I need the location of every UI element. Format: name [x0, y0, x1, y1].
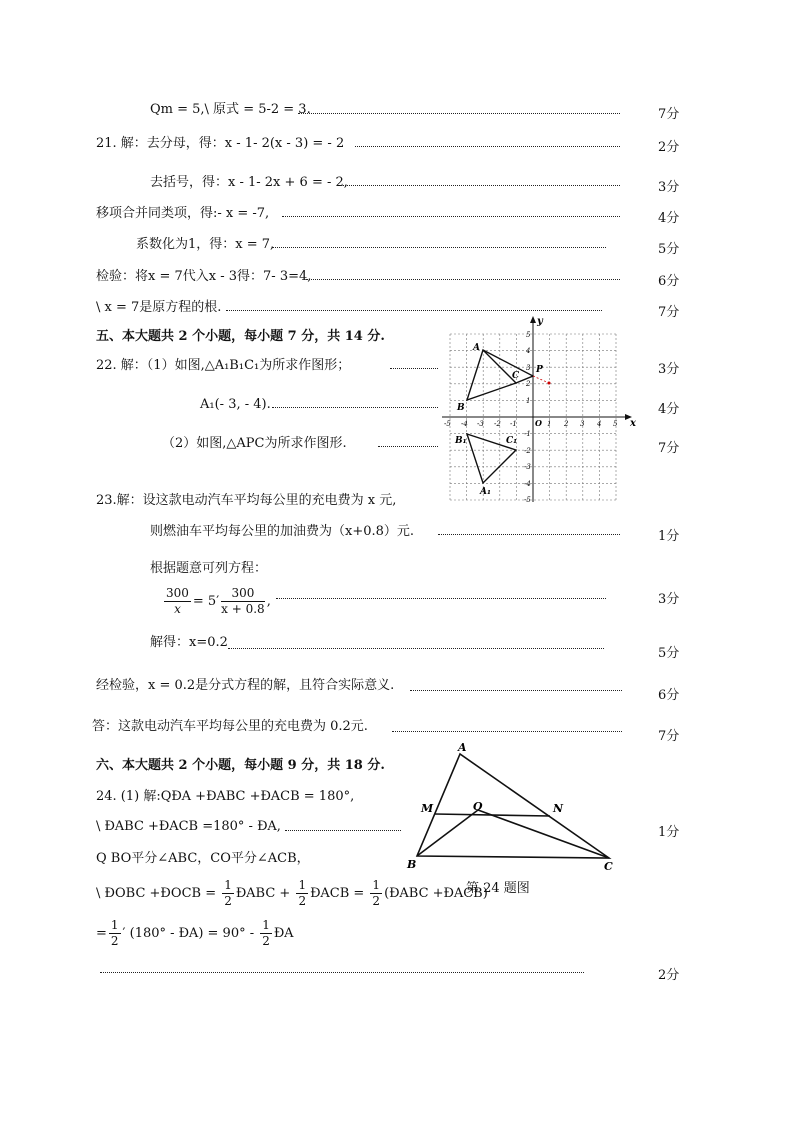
q20-line: Qm = 5,\ 原式 = 5-2 = 3.	[150, 102, 311, 117]
origin-label: O	[535, 418, 542, 428]
q21-score-5: 6分	[658, 274, 680, 289]
fig24-label-n: N	[553, 802, 564, 815]
y-tick: -4	[524, 480, 531, 488]
q22-score-3: 7分	[658, 441, 680, 456]
x-tick: 3	[580, 420, 585, 428]
q21-score-3: 4分	[658, 211, 680, 226]
y-tick: -2	[524, 447, 531, 455]
dotted-leader	[306, 279, 620, 280]
triangle-abc	[467, 350, 516, 400]
q23-line-3: 根据题意可列方程：	[150, 561, 268, 576]
dotted-leader	[340, 185, 620, 186]
x-axis-label: x	[630, 418, 636, 429]
numerator: 1	[110, 918, 119, 932]
denominator: 2	[224, 894, 232, 908]
dotted-leader	[100, 972, 584, 973]
q21-line-3: 移项合并同类项，得:- x = -7,	[96, 206, 270, 221]
denominator: 2	[372, 894, 381, 908]
q24-line-2: \ ÐABC +ÐACB =180° - ÐA,	[96, 819, 281, 834]
numerator: 300	[166, 586, 189, 600]
fraction	[109, 918, 121, 949]
q24-line-4	[96, 878, 488, 909]
equation-text: ÐABC +	[235, 886, 291, 901]
x-tick: 4	[597, 420, 602, 428]
q23-score-2: 1分	[658, 529, 680, 544]
y-tick: 2	[526, 380, 531, 388]
q23-line-4: 解得：x=0.2	[150, 635, 228, 650]
numerator: 1	[224, 878, 232, 892]
fig24-label-a: A	[458, 741, 467, 754]
q23-line-5: 经检验，x = 0.2是分式方程的解，且符合实际意义.	[96, 678, 395, 693]
fig24-label-m: M	[421, 802, 434, 815]
q23-score-4: 5分	[658, 646, 680, 661]
equation-text: ÐACB =	[310, 886, 365, 901]
segment-co	[478, 810, 609, 858]
q22-line-1: 22. 解：（1）如图,△A₁B₁C₁为所求作图形；	[96, 358, 351, 373]
equation-text: (ÐABC +ÐACB)	[384, 886, 488, 901]
y-tick: 1	[526, 397, 531, 405]
q24-line-1: 24. (1) 解:QÐA +ÐABC +ÐACB = 180°,	[96, 789, 355, 804]
fraction	[164, 586, 191, 617]
dotted-leader	[378, 446, 438, 447]
equation-text: ÐA	[273, 926, 294, 941]
q24-score-6: 2分	[658, 968, 680, 983]
fraction	[296, 878, 308, 909]
q24-line-5	[96, 918, 294, 949]
x-tick: -5	[444, 420, 451, 428]
q22-line-2: A₁(- 3, - 4).	[200, 397, 271, 412]
triangle-abc-24	[417, 754, 609, 858]
q23-line-2: 则燃油车平均每公里的加油费为（x+0.8）元.	[150, 524, 415, 539]
dotted-leader	[226, 310, 602, 311]
q22-score-2: 4分	[658, 402, 680, 417]
fraction	[221, 586, 265, 617]
y-tick: -3	[524, 463, 531, 471]
label-a: A	[473, 343, 480, 353]
x-tick: -2	[494, 420, 501, 428]
equation-text: = 5′	[192, 594, 220, 609]
q21-line-4: 系数化为1，得：x = 7,	[136, 237, 275, 252]
numerator: 300	[221, 586, 265, 602]
equation-text: =	[96, 926, 107, 941]
label-c1: C₁	[506, 436, 518, 446]
dotted-leader	[298, 113, 620, 114]
q21-score-4: 5分	[658, 242, 680, 257]
x-tick: -4	[461, 420, 468, 428]
q23-score-6: 7分	[658, 729, 680, 744]
fraction	[370, 878, 382, 909]
y-tick: 5	[526, 331, 531, 339]
denominator: 2	[262, 934, 270, 948]
q23-score-5: 6分	[658, 688, 680, 703]
denominator: x + 0.8	[221, 602, 265, 616]
label-c: C	[512, 371, 520, 381]
q24-score-2: 1分	[658, 825, 680, 840]
x-tick: 1	[547, 420, 552, 428]
q22-score-1: 3分	[658, 362, 680, 377]
denominator: 2	[298, 894, 307, 908]
dotted-leader	[272, 247, 606, 248]
dotted-leader	[282, 216, 620, 217]
q21-score-1: 2分	[658, 140, 680, 155]
q23-score-3: 3分	[658, 592, 680, 607]
q23-line-1: 23.解：设这款电动汽车平均每公里的充电费为 x 元,	[96, 493, 397, 508]
figure-24	[405, 738, 620, 878]
denominator: x	[174, 602, 181, 616]
dotted-leader	[276, 598, 606, 599]
y-tick: 4	[526, 347, 531, 355]
section-5-heading: 五、本大题共 2 个小题，每小题 7 分，共 14 分.	[96, 329, 385, 344]
x-tick: 5	[613, 420, 618, 428]
fraction	[260, 918, 272, 949]
p-extension	[533, 376, 549, 383]
x-tick-labels	[444, 420, 618, 428]
dotted-leader	[355, 146, 620, 147]
y-tick: -1	[524, 430, 531, 438]
q21-line-5: 检验：将x = 7代入x - 3得：7- 3=4,	[96, 269, 312, 284]
label-b1: B₁	[455, 436, 467, 446]
q21-score-2: 3分	[658, 180, 680, 195]
denominator: 2	[110, 934, 119, 948]
label-p: P	[536, 365, 543, 375]
y-axis-label: y	[537, 316, 543, 327]
dotted-leader	[390, 368, 438, 369]
numerator: 1	[298, 878, 307, 892]
q20-score: 7分	[658, 107, 680, 122]
x-tick: -1	[510, 420, 517, 428]
q21-line-1: 21. 解：去分母，得：x - 1- 2(x - 3) = - 2	[96, 136, 345, 151]
dotted-leader	[392, 731, 622, 732]
section-6-heading: 六、本大题共 2 个小题，每小题 9 分，共 18 分.	[96, 758, 385, 773]
dotted-leader	[410, 690, 622, 691]
p-point	[548, 382, 551, 385]
q21-line-6: \ x = 7是原方程的根.	[96, 300, 222, 315]
x-tick: 2	[564, 420, 569, 428]
fig24-label-o: O	[473, 800, 483, 813]
q24-line-3: Q BO平分∠ABC，CO平分∠ACB，	[96, 851, 310, 866]
q22-line-3: （2）如图,△APC为所求作图形.	[162, 436, 347, 451]
figure-24-caption: 第 24 题图	[466, 881, 530, 896]
y-axis-arrow	[530, 316, 536, 323]
numerator: 1	[372, 878, 381, 892]
y-tick: -5	[524, 496, 531, 504]
coordinate-grid-figure	[440, 312, 640, 504]
fraction	[222, 878, 234, 909]
q21-line-2: 去括号，得：x - 1- 2x + 6 = - 2,	[150, 175, 348, 190]
numerator: 1	[262, 918, 270, 932]
label-b: B	[457, 403, 465, 413]
dotted-leader	[228, 648, 604, 649]
q23-line-6: 答：这款电动汽车平均每公里的充电费为 0.2元.	[92, 719, 368, 734]
q23-equation	[162, 586, 271, 617]
y-tick: 3	[526, 364, 531, 372]
label-a1: A₁	[480, 487, 491, 497]
equation-text: ′ (180° - ÐA) = 90° -	[122, 926, 255, 941]
equation-text: ,	[266, 594, 271, 609]
q21-score-6: 7分	[658, 305, 680, 320]
dotted-leader	[272, 407, 438, 408]
fig24-label-b: B	[407, 858, 417, 871]
x-tick: -3	[477, 420, 484, 428]
dotted-leader	[438, 534, 620, 535]
dotted-leader	[285, 830, 401, 831]
equation-text: \ ÐOBC +ÐOCB =	[96, 886, 217, 901]
fig24-label-c: C	[604, 860, 613, 873]
